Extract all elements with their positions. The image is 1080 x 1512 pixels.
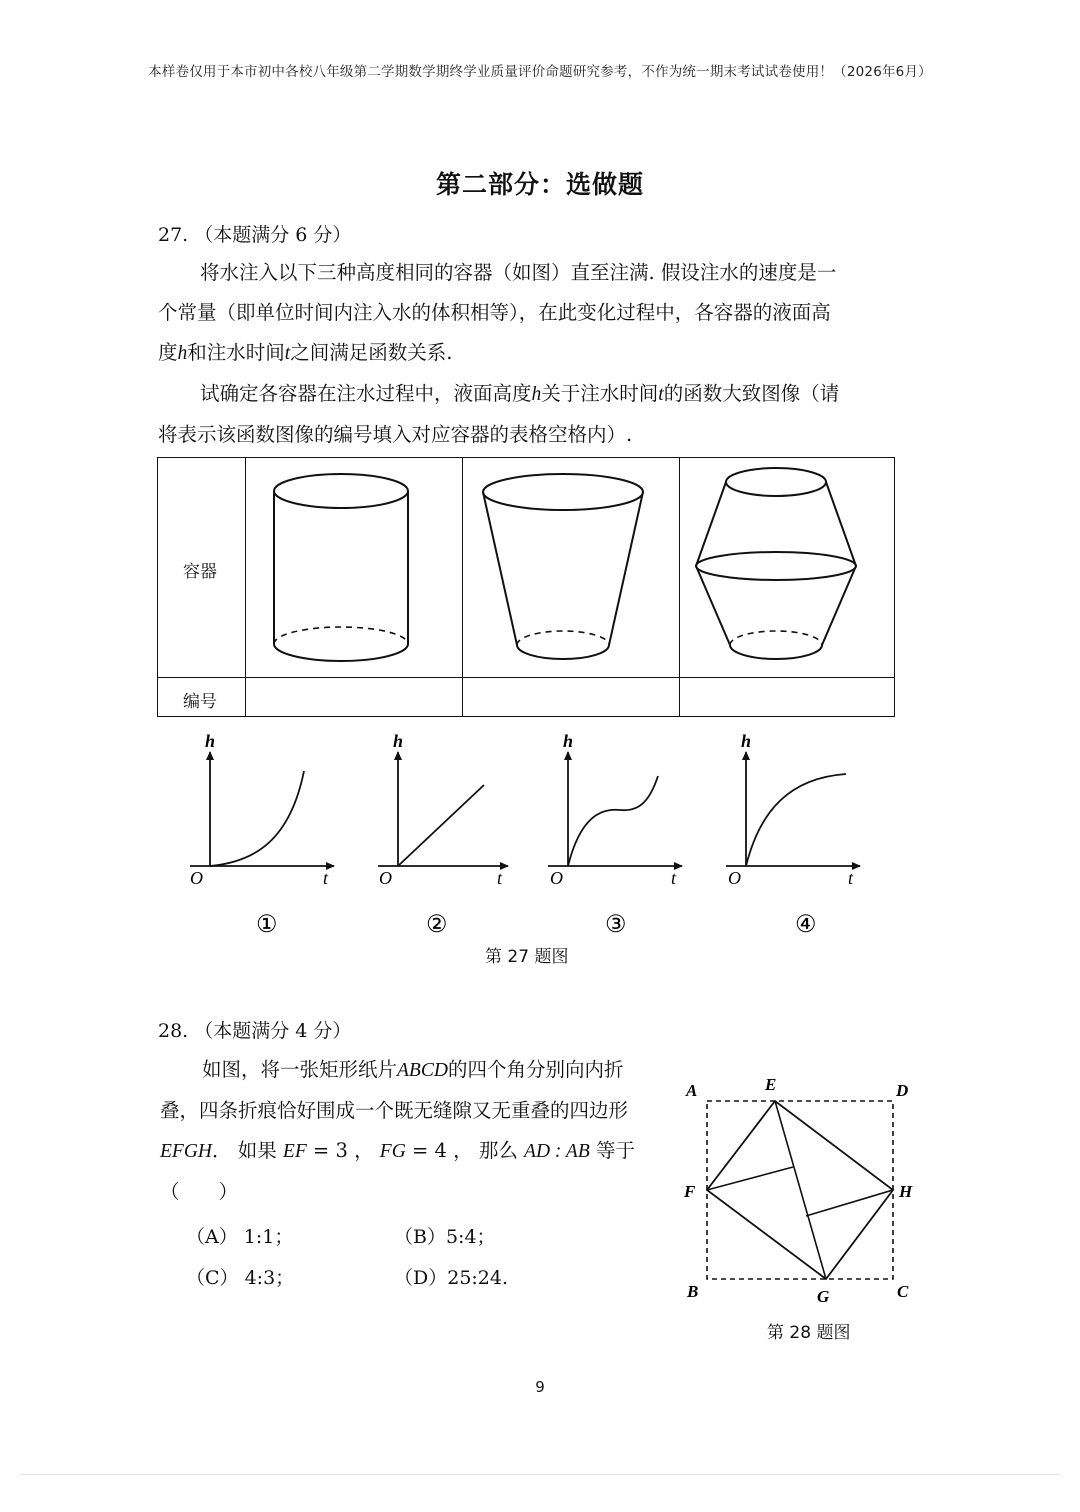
q27-line1: 将水注入以下三种高度相同的容器（如图）直至注满. 假设注水的速度是一 <box>200 261 837 284</box>
bottom-divider <box>20 1474 1060 1475</box>
point-h: H <box>899 1182 913 1201</box>
section-title: 第二部分：选做题 <box>435 170 644 199</box>
row-label-number: 编号 <box>183 692 217 712</box>
q27-line5: 将表示该函数图像的编号填入对应容器的表格空格内）. <box>158 423 633 446</box>
q27-figure-caption: 第 27 题图 <box>485 947 569 967</box>
q27-var-t2: t <box>658 384 664 405</box>
point-g: G <box>817 1287 830 1306</box>
graph-3-number: ③ <box>605 912 627 938</box>
graph-1-h-label: h <box>205 731 216 751</box>
q28-ef: EF <box>282 1141 307 1162</box>
q27-line4-c: 的函数大致图像（请 <box>663 382 840 405</box>
graph-2-o-label: O <box>379 868 392 888</box>
row-label-container: 容器 <box>183 562 217 582</box>
graph-1-t-label: t <box>323 868 329 888</box>
q28-adab: AD : AB <box>524 1141 590 1162</box>
option-b[interactable]: （B）5:4； <box>394 1226 496 1248</box>
graph-2-h-label: h <box>393 731 404 751</box>
q28-answer-blank[interactable]: （ ） <box>160 1180 239 1203</box>
option-d[interactable]: （D）25:24. <box>394 1267 509 1289</box>
graph-4-t-label: t <box>848 868 854 888</box>
point-a: A <box>686 1081 698 1100</box>
graph-3-t-label: t <box>671 868 677 888</box>
option-a[interactable]: （A） 1:1； <box>186 1226 294 1248</box>
q28-line3-b: 等于 <box>595 1139 635 1162</box>
q27-line3-a: 度 <box>158 341 178 364</box>
graph-4-o-label: O <box>728 868 741 888</box>
fold-line <box>775 1101 826 1279</box>
option-c[interactable]: （C） 4:3； <box>186 1267 295 1289</box>
q28-line3-a: ． 如果 <box>212 1139 277 1162</box>
q27-line3-c: 之间满足函数关系. <box>290 341 453 364</box>
q28-eq1: = 3 ， <box>306 1139 374 1162</box>
q27-line4-a: 试确定各容器在注水过程中，液面高度 <box>200 382 532 405</box>
q28-eq2: = 4 ， 那么 <box>405 1139 518 1162</box>
fold-line <box>806 1190 893 1216</box>
graph-4-h-label: h <box>741 731 752 751</box>
point-d: D <box>896 1081 909 1100</box>
page-number: 9 <box>535 1378 545 1396</box>
q28-fg: FG <box>379 1141 406 1162</box>
q27-line3-b: 和注水时间 <box>187 341 285 364</box>
point-b: B <box>687 1282 699 1301</box>
q27-line2: 个常量（即单位时间内注入水的体积相等），在此变化过程中，各容器的液面高 <box>158 301 831 324</box>
q27-var-h2: h <box>531 384 542 405</box>
point-c: C <box>897 1282 909 1301</box>
graph-3-h-label: h <box>563 731 574 751</box>
q28-line1-b: 的四个角分别向内折 <box>447 1058 624 1081</box>
q27-line4-b: 关于注水时间 <box>541 382 659 405</box>
q28-line2: 叠，四条折痕恰好围成一个既无缝隙又无重叠的四边形 <box>160 1099 629 1122</box>
q27-heading: 27. （本题满分 6 分） <box>158 224 352 246</box>
graph-2-t-label: t <box>497 868 503 888</box>
graph-1-o-label: O <box>190 868 203 888</box>
graph-4-number: ④ <box>795 912 817 938</box>
q28-abcd: ABCD <box>397 1060 448 1081</box>
fold-line <box>707 1167 793 1190</box>
q28-efgh: EFGH <box>160 1141 212 1162</box>
point-e: E <box>765 1075 777 1094</box>
q27-var-t: t <box>284 343 291 364</box>
q27-var-h: h <box>177 343 188 364</box>
graph-1-number: ① <box>256 912 278 938</box>
q28-line1-a: 如图，将一张矩形纸片 <box>202 1058 398 1081</box>
graph-2-number: ② <box>426 912 448 938</box>
q28-heading: 28. （本题满分 4 分） <box>158 1020 352 1042</box>
graph-3-o-label: O <box>550 868 563 888</box>
header-note: 本样卷仅用于本市初中各校八年级第二学期数学期终学业质量评价命题研究参考，不作为统一期末考试试卷使用！（2026年6月） <box>148 64 932 80</box>
point-f: F <box>684 1182 696 1201</box>
q28-figure-caption: 第 28 题图 <box>767 1323 851 1343</box>
